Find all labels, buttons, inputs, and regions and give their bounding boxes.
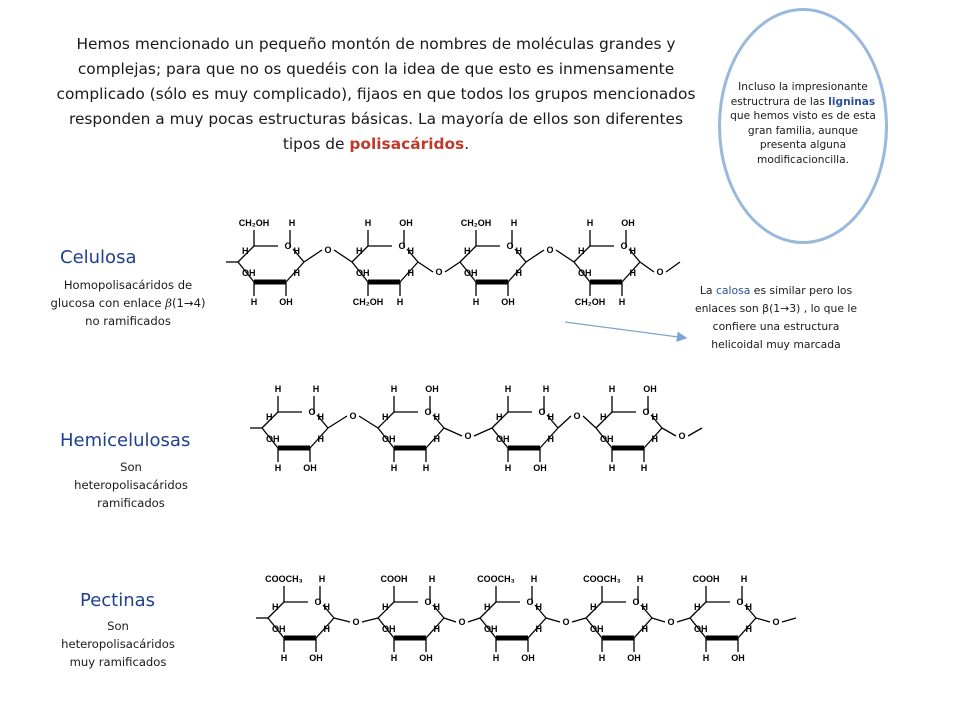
atom-label: H	[636, 574, 644, 584]
atom-label: OH	[382, 434, 396, 444]
atom-label: H	[266, 412, 273, 422]
celulosa-desc-after: 4) no ramificados	[85, 296, 206, 328]
atom-label: OH	[578, 268, 592, 278]
atom-label: H	[608, 463, 616, 473]
sugar-ring	[265, 574, 334, 663]
atom-label: O	[314, 597, 322, 607]
atom-label: H	[288, 218, 296, 228]
atom-label: OH	[731, 653, 745, 663]
atom-label: H	[608, 384, 616, 394]
beta-symbol: β	[165, 296, 172, 310]
atom-label: O	[632, 597, 640, 607]
celulosa-desc-mid: (1	[171, 296, 184, 310]
atom-label: H	[390, 384, 398, 394]
atom-label: H	[272, 602, 279, 612]
atom-label: H	[390, 653, 398, 663]
atom-label: COOCH₃	[477, 574, 515, 584]
sugar-ring	[596, 384, 662, 473]
atom-label: H	[745, 602, 752, 612]
bond	[444, 428, 462, 436]
atom-label: OH	[590, 624, 604, 634]
bond	[359, 416, 378, 428]
atom-label: O	[562, 617, 570, 627]
bond	[334, 250, 352, 262]
atom-label: H	[323, 624, 330, 634]
bubble-highlight-ligninas: ligninas	[828, 95, 876, 108]
bond	[666, 262, 680, 272]
bond	[526, 250, 544, 262]
atom-label: H	[598, 653, 606, 663]
celulosa-chain	[226, 218, 680, 307]
right-arrow-icon: →	[183, 296, 194, 310]
atom-label: O	[464, 431, 472, 441]
calosa-pointer-arrow	[565, 322, 686, 338]
atom-label: H	[318, 574, 326, 584]
atom-label: O	[667, 617, 675, 627]
bond	[558, 416, 571, 428]
atom-label: H	[407, 246, 414, 256]
atom-label: H	[618, 297, 626, 307]
atom-label: OH	[356, 268, 370, 278]
atom-label: H	[542, 384, 550, 394]
pectinas-chain	[256, 574, 796, 663]
bond	[334, 618, 350, 622]
atom-label: H	[250, 297, 258, 307]
calosa-highlight: calosa	[715, 284, 751, 297]
atom-label: O	[284, 241, 292, 251]
atom-label: CH₂OH	[460, 218, 492, 228]
atom-label: OH	[501, 297, 515, 307]
atom-label: H	[740, 574, 748, 584]
atom-label: CH₂OH	[238, 218, 270, 228]
atom-label: O	[656, 267, 664, 277]
atom-label: H	[535, 602, 542, 612]
atom-label: H	[651, 434, 658, 444]
atom-label: H	[274, 384, 282, 394]
atom-label: H	[323, 602, 330, 612]
bond	[474, 428, 492, 436]
atom-label: H	[702, 653, 710, 663]
calosa-note-before: La	[699, 284, 716, 297]
atom-label: OH	[419, 653, 433, 663]
pectinas-title: Pectinas	[80, 590, 156, 611]
atom-label: OH	[496, 434, 510, 444]
atom-label: H	[629, 246, 636, 256]
atom-label: H	[745, 624, 752, 634]
bond	[782, 618, 796, 622]
atom-label: O	[398, 241, 406, 251]
atom-label: OH	[309, 653, 323, 663]
atom-label: O	[349, 411, 357, 421]
atom-label: O	[736, 597, 744, 607]
bond	[688, 428, 702, 436]
atom-label: H	[472, 297, 480, 307]
atom-label: H	[515, 268, 522, 278]
bond	[572, 618, 586, 622]
atom-label: H	[293, 268, 300, 278]
atom-label: OH	[533, 463, 547, 473]
atom-label: H	[504, 384, 512, 394]
calosa-note-after: es similar pero los enlaces son β(1	[694, 284, 853, 315]
atom-label: H	[530, 574, 538, 584]
atom-label: CH₂OH	[352, 297, 384, 307]
atom-label: CH₂OH	[574, 297, 606, 307]
atom-label: H	[629, 268, 636, 278]
bond	[328, 416, 347, 428]
atom-label: COOCH₃	[583, 574, 621, 584]
atom-label: H	[317, 412, 324, 422]
bond	[583, 416, 596, 428]
atom-label: H	[396, 297, 404, 307]
atom-label: O	[324, 245, 332, 255]
atom-label: H	[312, 384, 320, 394]
atom-label: O	[620, 241, 628, 251]
atom-label: H	[433, 412, 440, 422]
bond	[652, 618, 665, 622]
atom-label: H	[364, 218, 372, 228]
atom-label: O	[352, 617, 360, 627]
bond	[445, 262, 460, 272]
atom-label: H	[578, 246, 585, 256]
sugar-ring	[378, 384, 444, 473]
sugar-ring	[574, 218, 640, 307]
atom-label: O	[573, 411, 581, 421]
atom-label: H	[641, 602, 648, 612]
bond	[304, 250, 322, 262]
atom-label: O	[546, 245, 554, 255]
atom-label: H	[464, 246, 471, 256]
atom-label: H	[510, 218, 518, 228]
atom-label: H	[641, 624, 648, 634]
atom-label: OH	[694, 624, 708, 634]
intro-text: Hemos mencionado un pequeño montón de nombres de moléculas grandes y complejas; para que no os quedéis con la idea de que esto es inmensamente complicado (sólo es muy complicado), fijaos en que todos los grupos mencionados responden a muy pocas estructuras básicas. La mayoría de ellos son diferentes tipos de	[56, 35, 696, 153]
hemicelulosas-title: Hemicelulosas	[60, 430, 191, 451]
atom-label: COOH	[692, 574, 720, 584]
atom-label: H	[515, 246, 522, 256]
atom-label: H	[382, 602, 389, 612]
intro-highlight-polisacaridos: polisacáridos	[349, 135, 465, 153]
bubble-text-after: que hemos visto es de esta gran familia, aunque presenta alguna modificacioncilla.	[730, 110, 876, 166]
atom-label: H	[496, 412, 503, 422]
atom-label: COOCH₃	[265, 574, 303, 584]
sugar-ring	[460, 218, 526, 307]
bond	[662, 428, 676, 436]
atom-label: OH	[621, 218, 635, 228]
atom-label: H	[382, 412, 389, 422]
calosa-note-after2: 3) , lo que le confiere una estructura helicoidal muy marcada	[711, 302, 858, 351]
atom-label: OH	[382, 624, 396, 634]
celulosa-title: Celulosa	[60, 247, 137, 268]
atom-label: H	[547, 434, 554, 444]
atom-label: H	[280, 653, 288, 663]
atom-label: H	[651, 412, 658, 422]
atom-label: OH	[272, 624, 286, 634]
atom-label: H	[547, 412, 554, 422]
atom-label: OH	[464, 268, 478, 278]
atom-label: H	[242, 246, 249, 256]
right-arrow-icon: →	[780, 302, 790, 315]
atom-label: O	[308, 407, 316, 417]
atom-label: OH	[266, 434, 280, 444]
atom-label: O	[772, 617, 780, 627]
sugar-ring	[690, 574, 756, 663]
sugar-ring	[378, 574, 444, 663]
bond	[418, 262, 433, 272]
atom-label: OH	[303, 463, 317, 473]
atom-label: H	[504, 463, 512, 473]
atom-label: H	[433, 624, 440, 634]
sugar-ring	[352, 218, 418, 307]
bond	[444, 618, 456, 622]
atom-label: H	[484, 602, 491, 612]
atom-label: H	[407, 268, 414, 278]
atom-label: OH	[600, 434, 614, 444]
atom-label: H	[433, 434, 440, 444]
bond	[640, 262, 654, 272]
atom-label: COOH	[380, 574, 408, 584]
atom-label: O	[678, 431, 686, 441]
atom-label: OH	[521, 653, 535, 663]
atom-label: O	[424, 597, 432, 607]
atom-label: H	[694, 602, 701, 612]
atom-label: O	[506, 241, 514, 251]
sugar-ring	[477, 574, 546, 663]
sugar-ring	[583, 574, 652, 663]
bond	[546, 618, 560, 622]
atom-label: OH	[399, 218, 413, 228]
celulosa-desc-before: Homopolisacáridos de glucosa con enlace	[50, 278, 193, 310]
atom-label: H	[586, 218, 594, 228]
atom-label: OH	[242, 268, 256, 278]
atom-label: O	[424, 407, 432, 417]
atom-label: H	[590, 602, 597, 612]
intro-end: .	[464, 135, 470, 153]
atom-label: H	[422, 463, 430, 473]
atom-label: H	[433, 602, 440, 612]
atom-label: OH	[425, 384, 439, 394]
atom-label: H	[600, 412, 607, 422]
atom-label: H	[640, 463, 648, 473]
atom-label: OH	[484, 624, 498, 634]
atom-label: H	[535, 624, 542, 634]
bond	[556, 250, 574, 262]
sugar-ring	[238, 218, 304, 307]
atom-label: O	[435, 267, 443, 277]
sugar-ring	[262, 384, 328, 473]
atom-label: OH	[627, 653, 641, 663]
atom-label: H	[356, 246, 363, 256]
hemicelulosas-description: Son heteropolisacáridos ramificados	[74, 460, 188, 510]
bubble-text-before: Incluso la impresionante estructrura de las	[730, 81, 868, 108]
bond	[756, 618, 770, 622]
bond	[362, 618, 378, 622]
bond	[677, 618, 690, 622]
pectinas-description: Son heteropolisacáridos muy ramificados	[61, 619, 175, 669]
hemicelulosas-chain	[250, 384, 702, 473]
atom-label: O	[526, 597, 534, 607]
atom-label: O	[642, 407, 650, 417]
atom-label: H	[274, 463, 282, 473]
atom-label: OH	[643, 384, 657, 394]
atom-label: H	[317, 434, 324, 444]
atom-label: OH	[279, 297, 293, 307]
atom-label: O	[538, 407, 546, 417]
sugar-ring	[492, 384, 558, 473]
atom-label: H	[293, 246, 300, 256]
atom-label: O	[458, 617, 466, 627]
atom-label: H	[428, 574, 436, 584]
atom-label: H	[390, 463, 398, 473]
atom-label: H	[492, 653, 500, 663]
bond	[468, 618, 480, 622]
